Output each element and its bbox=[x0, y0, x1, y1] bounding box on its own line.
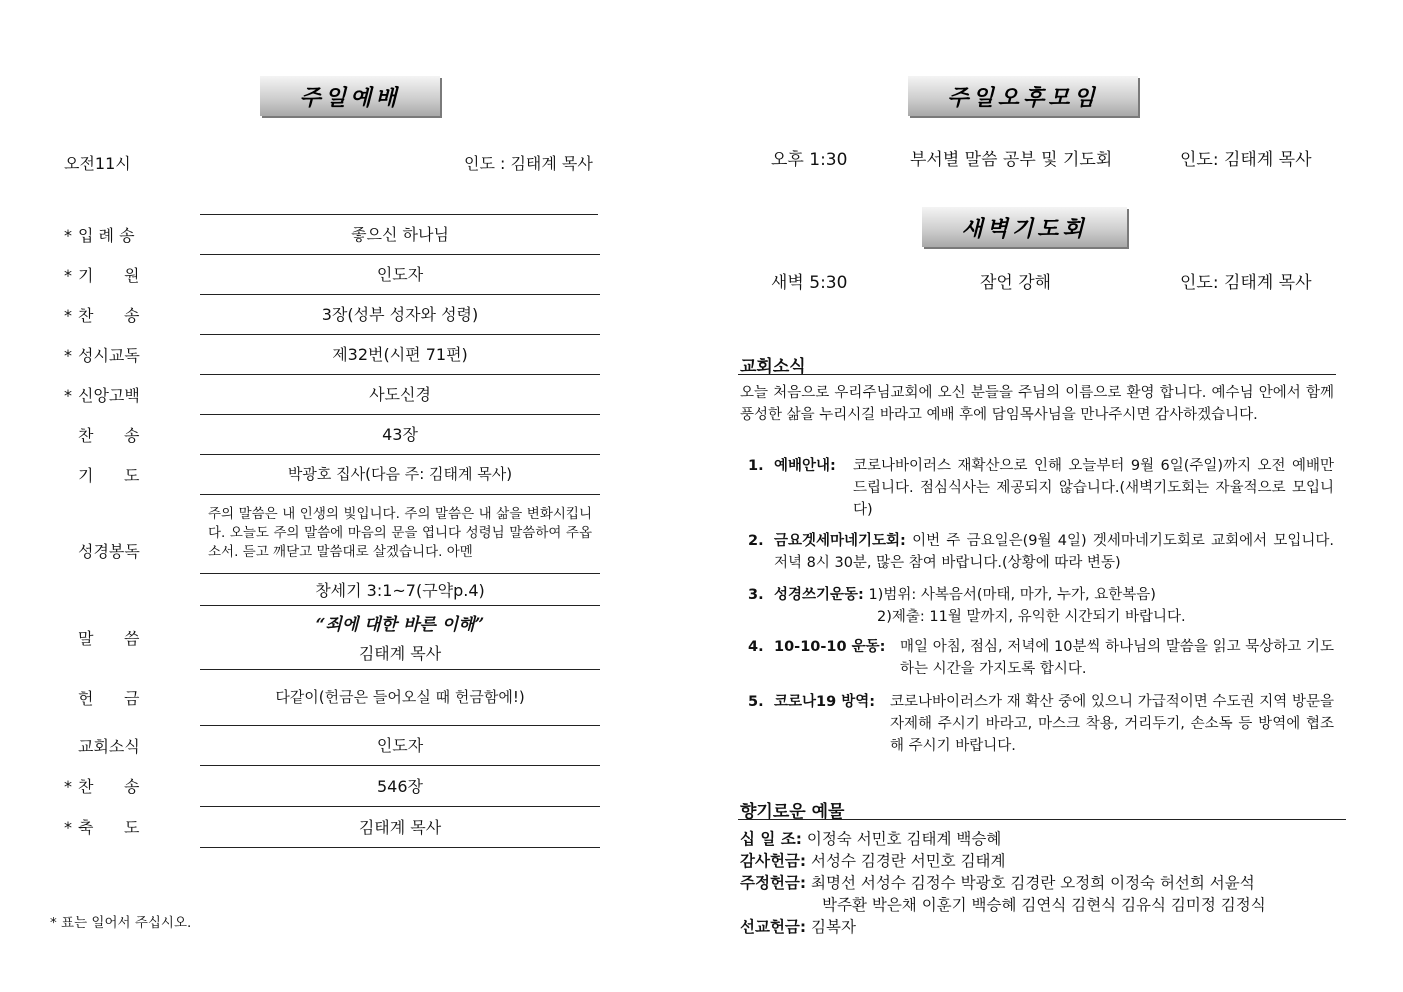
order-value: 다같이(헌금은 들어오실 때 헌금함에!) bbox=[200, 669, 600, 726]
order-value: 좋으신 하나님 bbox=[200, 214, 600, 255]
order-row bbox=[60, 806, 600, 847]
standing-footnote: * 표는 일어서 주십시오. bbox=[50, 915, 192, 931]
order-label: 성시교독 bbox=[78, 345, 140, 365]
order-row bbox=[60, 669, 600, 725]
dawn-title: 새벽기도회 bbox=[961, 215, 1088, 242]
offering-names: 서성수 김경란 서민호 김태계 bbox=[811, 852, 1006, 870]
order-row bbox=[60, 334, 600, 374]
worship-time: 오전11시 bbox=[64, 154, 131, 173]
order-row bbox=[60, 254, 600, 294]
order-label: 성경봉독 bbox=[78, 541, 140, 561]
notice-text: 매일 아침, 점심, 저녁에 10분씩 하나님의 말씀을 읽고 묵상하고 기도하는 시간을 가지도록 합시다. bbox=[900, 639, 1334, 677]
offerings-title: 향기로운 예물 bbox=[740, 802, 845, 822]
afternoon-time: 오후 1:30 bbox=[771, 150, 848, 170]
order-row bbox=[60, 606, 600, 669]
notice-heading: 성경쓰기운동: bbox=[774, 587, 864, 603]
order-label: 기 원 bbox=[78, 265, 140, 285]
order-value: 인도자 bbox=[200, 254, 600, 295]
order-label: 찬 송 bbox=[78, 425, 140, 445]
order-value: 박광호 집사(다음 주: 김태계 목사) bbox=[200, 454, 600, 495]
stand-marker: * bbox=[64, 385, 72, 405]
notice-heading: 금요겟세마네기도회: bbox=[774, 533, 906, 549]
sermon-preacher: 김태계 목사 bbox=[358, 644, 442, 663]
offering-label: 감사헌금: bbox=[740, 852, 807, 870]
notice-heading: 코로나19 방역: bbox=[774, 694, 876, 710]
offering-label: 선교헌금: bbox=[740, 918, 807, 936]
stand-marker: * bbox=[64, 305, 72, 325]
afternoon-title: 주일오후모임 bbox=[947, 84, 1099, 111]
notice-text: 이번 주 금요일은(9월 4일) 겟세마네기도회로 교회에서 모입니다. 저녁 8시 30분, 많은 참여 바랍니다.(상황에 따라 변동) bbox=[774, 533, 1335, 571]
order-value: 사도신경 bbox=[200, 374, 600, 415]
offering-names-2: 박주환 박은채 이훈기 백승혜 김연식 김현식 김유식 김미정 김정식 bbox=[822, 896, 1266, 914]
stand-marker: * bbox=[64, 225, 72, 245]
afternoon-leader: 인도: 김태계 목사 bbox=[1180, 150, 1312, 170]
stand-marker: * bbox=[64, 777, 72, 796]
notice-item bbox=[748, 636, 1334, 680]
notice-item bbox=[748, 455, 1334, 521]
notice-number: 4. bbox=[748, 639, 764, 655]
order-label: 입 례 송 bbox=[78, 225, 135, 245]
notice-number: 3. bbox=[748, 587, 764, 603]
order-value: 김태계 목사 bbox=[200, 806, 600, 848]
order-label: 기 도 bbox=[78, 465, 140, 485]
notice-number: 2. bbox=[748, 533, 764, 549]
order-label: 신앙고백 bbox=[78, 385, 140, 405]
afternoon-content: 부서별 말씀 공부 및 기도회 bbox=[910, 150, 1113, 170]
order-label: 찬 송 bbox=[78, 777, 140, 796]
dawn-content: 잠언 강해 bbox=[980, 273, 1052, 293]
offerings-rule bbox=[738, 819, 1346, 820]
order-row bbox=[60, 765, 600, 806]
afternoon-banner bbox=[908, 76, 1138, 116]
offering-row bbox=[740, 872, 1340, 916]
offering-row bbox=[740, 916, 856, 938]
order-label: 헌 금 bbox=[78, 688, 140, 708]
order-row bbox=[60, 294, 600, 334]
offering-label: 십 일 조: bbox=[740, 830, 802, 848]
order-of-service bbox=[60, 214, 600, 847]
stand-marker: * bbox=[64, 265, 72, 285]
order-row bbox=[60, 725, 600, 765]
offering-label: 주정헌금: bbox=[740, 874, 807, 892]
dawn-time: 새벽 5:30 bbox=[771, 273, 848, 293]
order-label: 찬 송 bbox=[78, 305, 140, 325]
sermon-title: “죄에 대한 바른 이해” bbox=[315, 615, 485, 635]
scripture-reference: 창세기 3:1~7(구약p.4) bbox=[200, 574, 600, 606]
news-intro: 오늘 처음으로 우리주님교회에 오신 분들을 주님의 이름으로 환영 합니다. 예수님 안에서 함께 풍성한 삶을 누리시길 바라고 예배 후에 담임목사님을 만나주시면 감사하겠습니다. bbox=[740, 385, 1334, 423]
order-row bbox=[60, 454, 600, 494]
notice-text: 1)범위: 사복음서(마태, 마가, 누가, 요한복음) bbox=[868, 587, 1156, 603]
order-row bbox=[60, 494, 600, 606]
order-value: 43장 bbox=[200, 414, 600, 455]
notice-number: 5. bbox=[748, 694, 764, 710]
dawn-leader: 인도: 김태계 목사 bbox=[1180, 273, 1312, 293]
order-row bbox=[60, 414, 600, 454]
notice-item bbox=[748, 530, 1334, 574]
order-value: 인도자 bbox=[200, 725, 600, 766]
offering-row bbox=[740, 850, 1006, 872]
news-rule bbox=[738, 374, 1336, 375]
notice-item bbox=[748, 584, 1334, 628]
notice-text: 코로나바이러스 재확산으로 인해 오늘부터 9월 6일(주일)까지 오전 예배만 드립니다. 점심식사는 제공되지 않습니다.(새벽기도회는 자율적으로 모입니다) bbox=[853, 458, 1334, 518]
scripture-block bbox=[200, 494, 600, 606]
order-label: 말 씀 bbox=[78, 629, 140, 648]
stand-marker: * bbox=[64, 345, 72, 365]
notice-text-2: 2)제출: 11월 말까지, 유익한 시간되기 바랍니다. bbox=[877, 609, 1186, 625]
notice-heading: 10-10-10 운동: bbox=[774, 639, 886, 655]
order-row bbox=[60, 374, 600, 414]
notice-text: 코로나바이러스가 재 확산 중에 있으니 가급적이면 수도권 지역 방문을 자제해 주시기 바라고, 마스크 착용, 거리두기, 손소독 등 방역에 협조해 주시기 바랍니다. bbox=[890, 694, 1334, 754]
notice-number: 1. bbox=[748, 458, 764, 474]
order-value: 3장(성부 성자와 성령) bbox=[200, 294, 600, 335]
worship-leader: 인도 : 김태계 목사 bbox=[464, 154, 593, 173]
order-row bbox=[60, 214, 600, 254]
scripture-prayer: 주의 말씀은 내 인생의 빛입니다. 주의 말씀은 내 삶을 변화시킵니다. 오늘도 주의 말씀에 마음의 문을 엽니다 성령님 말씀하여 주옵소서. 듣고 깨닫고 말씀대로 살겠습니다. 아멘 bbox=[208, 506, 592, 561]
offering-names: 최명선 서성수 김정수 박광호 김경란 오정희 이정숙 허선희 서윤석 bbox=[811, 874, 1255, 892]
order-label: 축 도 bbox=[78, 818, 140, 837]
notice-item bbox=[748, 691, 1334, 757]
order-value: 제32번(시편 71편) bbox=[200, 334, 600, 375]
order-value: 546장 bbox=[200, 765, 600, 807]
sunday-worship-banner bbox=[260, 76, 440, 116]
dawn-banner bbox=[922, 207, 1127, 247]
offering-row bbox=[740, 828, 1001, 850]
news-title: 교회소식 bbox=[740, 357, 806, 377]
sunday-worship-title: 주일예배 bbox=[299, 84, 401, 111]
stand-marker: * bbox=[64, 818, 72, 837]
notice-heading: 예배안내: bbox=[774, 458, 836, 474]
order-label: 교회소식 bbox=[78, 736, 140, 756]
offering-names: 이정숙 서민호 김태계 백승혜 bbox=[806, 830, 1002, 848]
offering-names: 김복자 bbox=[811, 918, 856, 936]
